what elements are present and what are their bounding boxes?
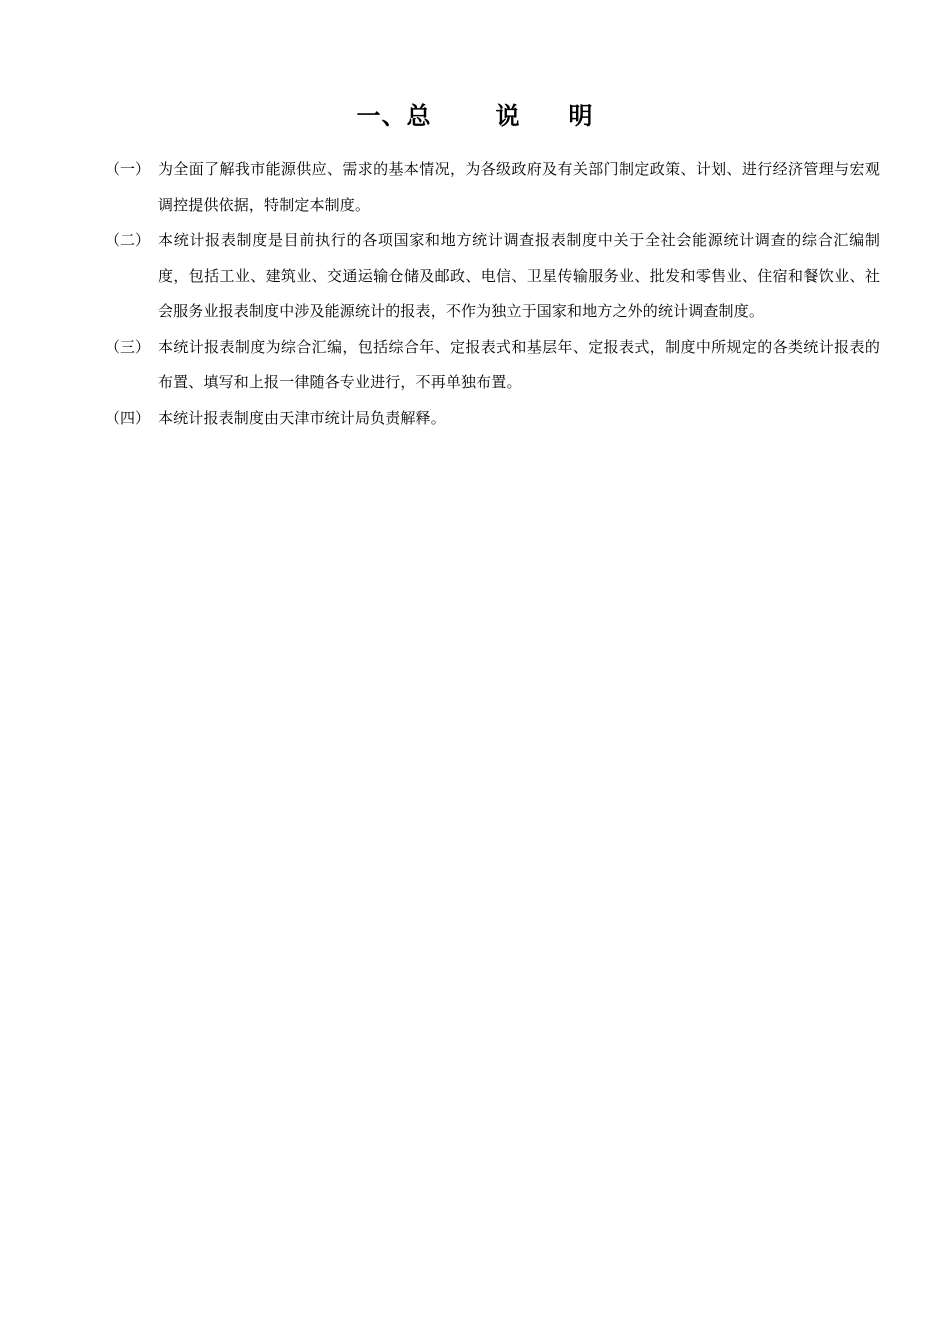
list-item-4 — [105, 401, 880, 437]
item-number: （三） — [105, 337, 151, 356]
title-part-3: 明 — [568, 101, 594, 130]
title-part-2: 说 — [495, 101, 521, 130]
item-text: 为全面了解我市能源供应、需求的基本情况，为各级政府及有关部门制定政策、计划、进行经济管理与宏观调控提供依据，特制定本制度。 — [158, 160, 880, 214]
list-item-1 — [105, 152, 880, 223]
item-text: 本统计报表制度为综合汇编，包括综合年、定报表式和基层年、定报表式，制度中所规定的各类统计报表的布置、填写和上报一律随各专业进行，不再单独布置。 — [158, 337, 880, 391]
item-number: （四） — [105, 408, 151, 427]
item-number: （一） — [105, 160, 151, 178]
item-list — [105, 152, 880, 436]
item-text: 本统计报表制度是目前执行的各项国家和地方统计调查报表制度中关于全社会能源统计调查的综合汇编制度，包括工业、建筑业、交通运输仓储及邮政、电信、卫星传输服务业、批发和零售业、住宿和餐饮业、社会服务业报表制度中涉及能源统计的报表，不作为独立于国家和地方之外的统计调查制度。 — [158, 231, 880, 320]
list-item-3 — [105, 330, 880, 401]
list-item-2 — [105, 223, 880, 330]
item-text: 本统计报表制度由天津市统计局负责解释。 — [158, 408, 446, 427]
item-number: （二） — [105, 231, 151, 249]
page-title — [0, 96, 950, 136]
title-part-1: 一、总 — [356, 101, 432, 130]
